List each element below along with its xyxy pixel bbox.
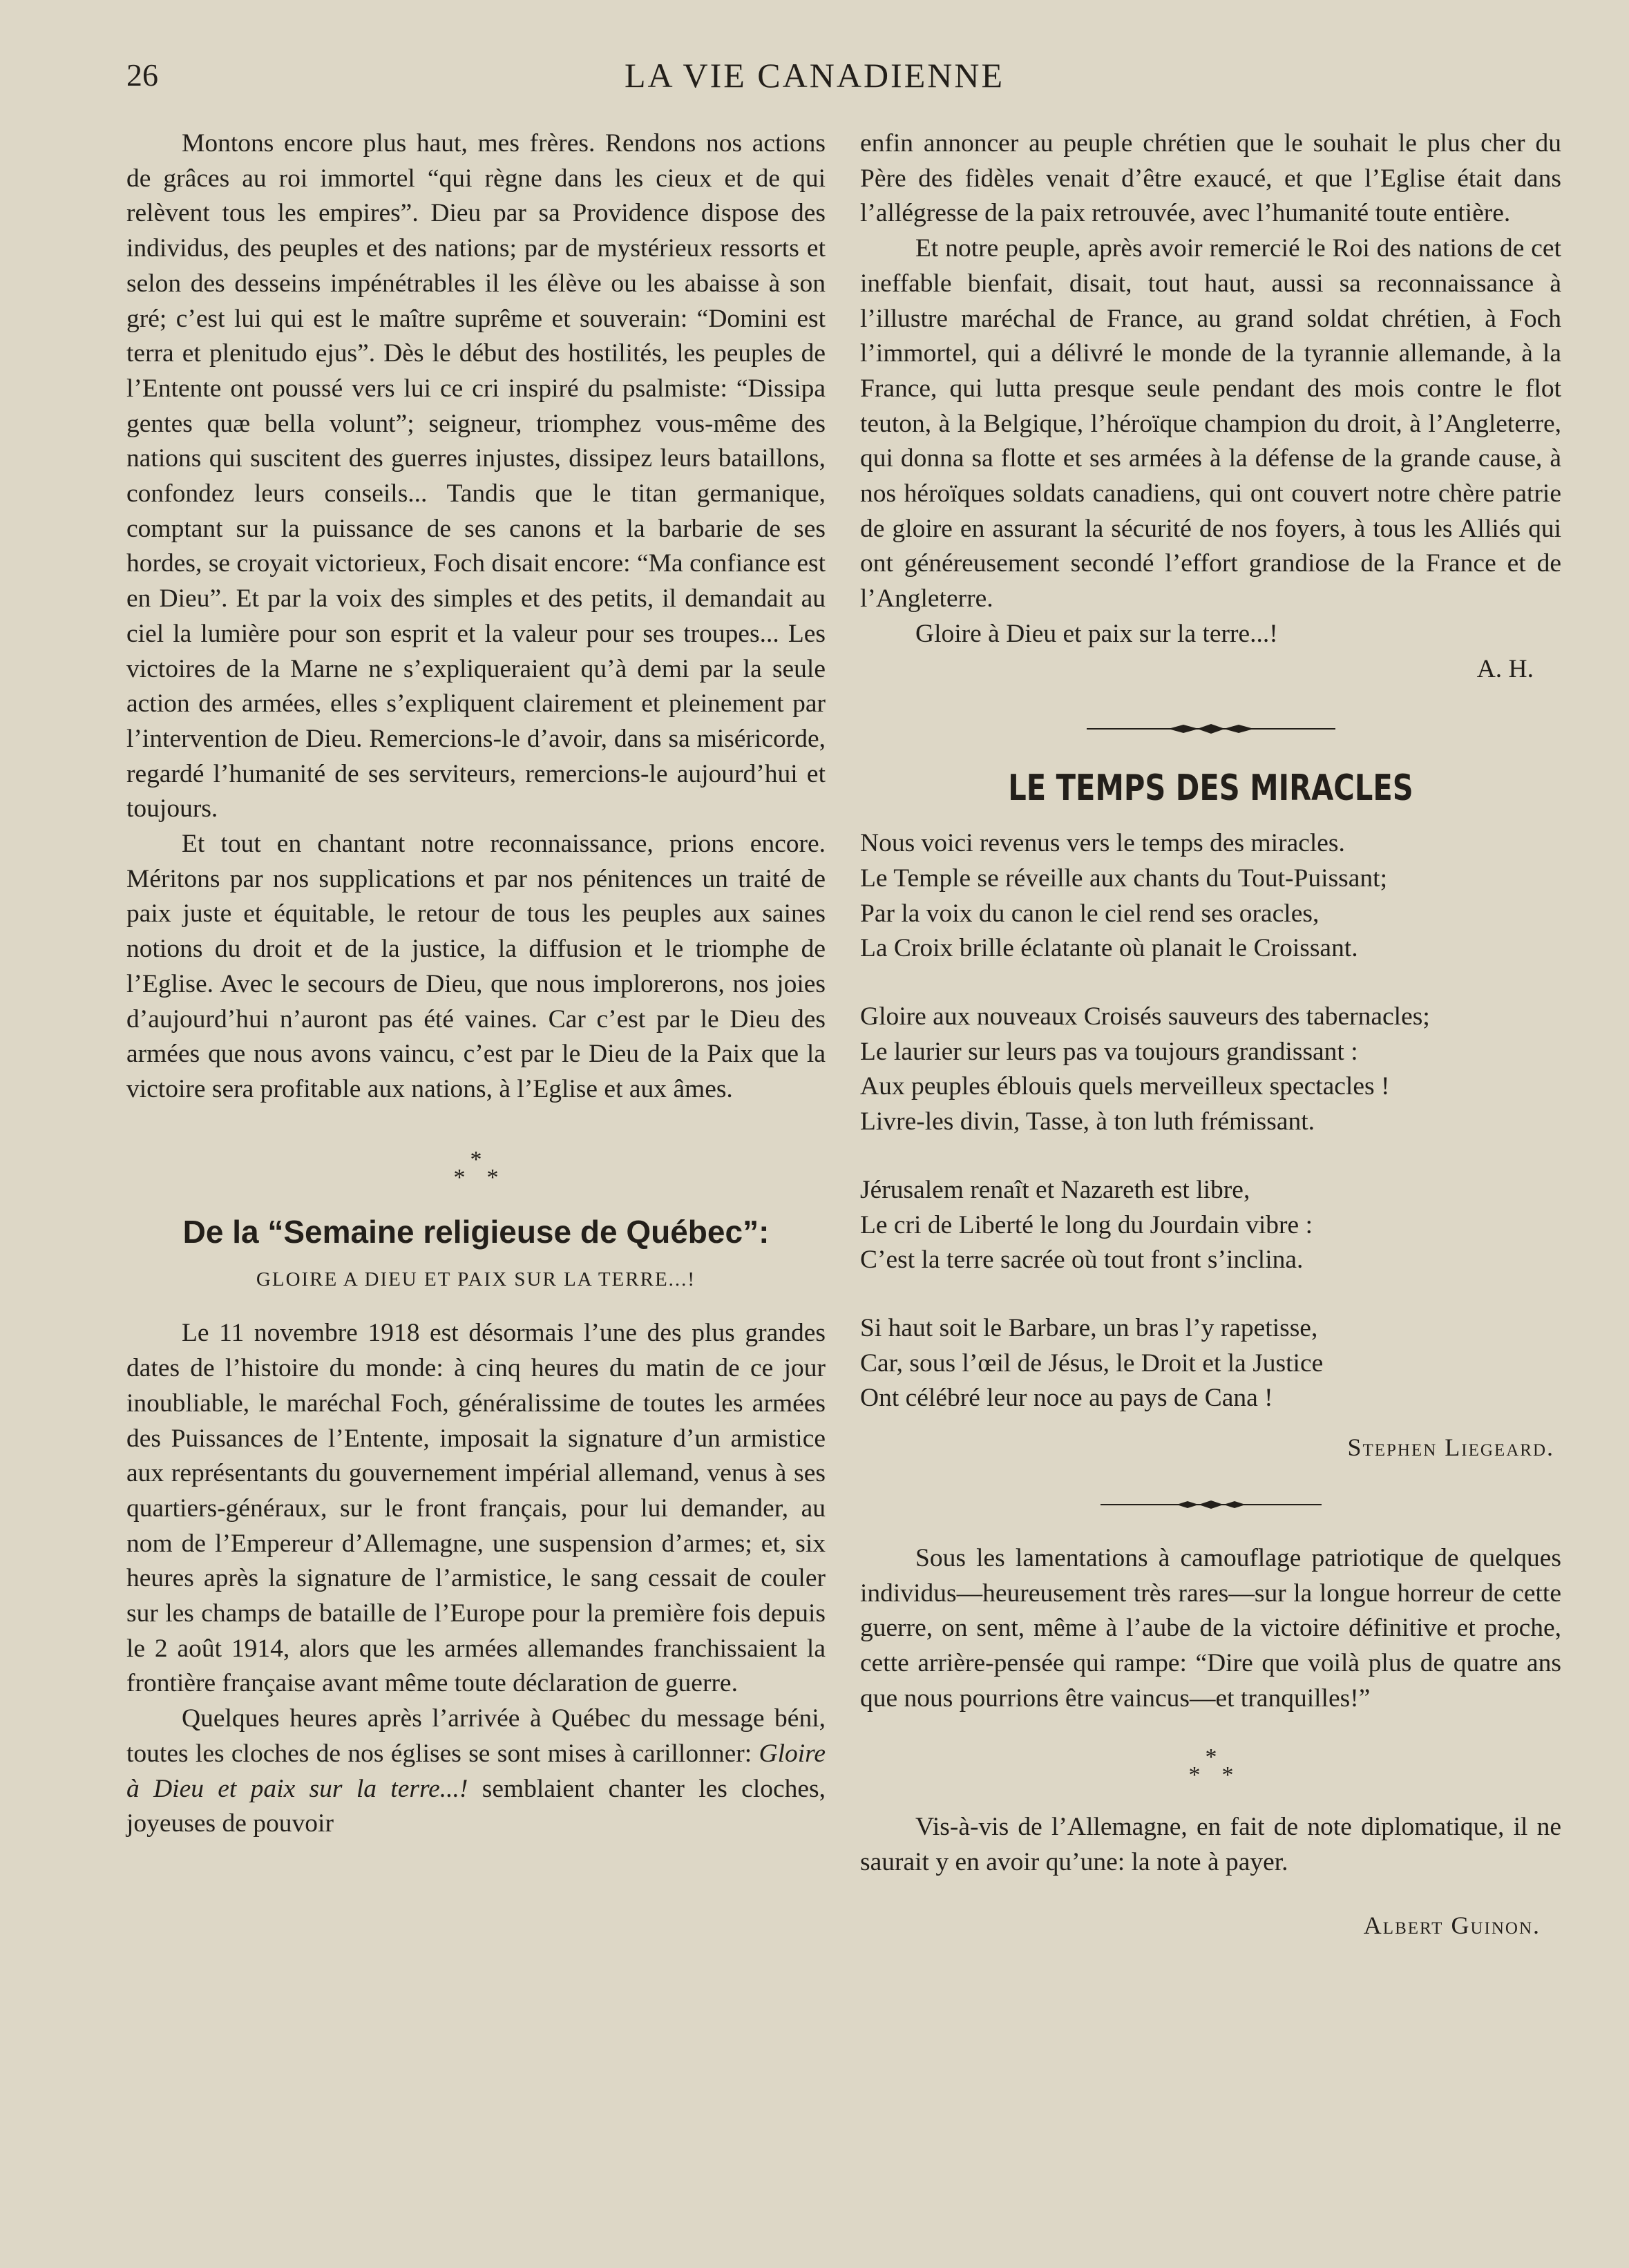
- svg-text:*: *: [486, 1164, 499, 1190]
- paragraph: Sous les lamentations à camouflage patriotique de quelques individus—heureusement très rares—sur la longue horreur de cette guerre, on sent, même à l’aube de la victoire définitive et proche, cette arrière-pensée qui rampe: “Dire que voilà plus de quatre ans que nous pourrions être vaincus—et tranquilles!”: [860, 1543, 1561, 1713]
- paragraph: Et tout en chantant notre reconnaissance, prions encore. Méritons par nos supplications et par nos pénitences un traité de paix juste et équitable, le retour de tous les peuples aux saines notions du droit et de la justice, la diffusion et le triomphe de l’Eglise. Avec le secours de Dieu, que nous implorerons, nos joies d’aujourd’hui n’auront pas été vaines. Car c’est par le Dieu des armées que nous avons vaincu, c’est par le Dieu de la Paix que la victoire sera profitable aux nations, à l’Eglise et aux âmes.: [126, 830, 826, 1103]
- poem-stanza: [860, 826, 1561, 966]
- italic-quote: Gloire à Dieu et paix sur la terre...!: [126, 1739, 826, 1803]
- poem-line: Le cri de Liberté le long du Jourdain vibre :: [860, 1210, 1313, 1239]
- signature: Albert Guinon.: [1363, 1911, 1541, 1939]
- poem-line: Le laurier sur leurs pas va toujours grandissant :: [860, 1037, 1358, 1066]
- poem-line: Car, sous l’œil de Jésus, le Droit et la Justice: [860, 1349, 1324, 1378]
- signature: A. H.: [1476, 654, 1534, 683]
- paragraph: enfin annoncer au peuple chrétien que le souhait le plus cher du Père des fidèles venait d’être exaucé, et que l’Eglise était dans l’allégresse de la paix retrouvée, avec l’humanité toute entière.: [860, 129, 1561, 228]
- poem-signature: Stephen Liegeard.: [1347, 1433, 1554, 1462]
- right-column: [860, 126, 1561, 1943]
- poem-stanza: [860, 1000, 1561, 1140]
- svg-text:*: *: [1188, 1762, 1200, 1789]
- svg-text:*: *: [1205, 1748, 1217, 1771]
- poem: [860, 826, 1561, 1416]
- left-column: [126, 126, 826, 1842]
- poem-line: La Croix brille éclatante où planait le Croissant.: [860, 934, 1358, 963]
- poem-line: Aux peuples éblouis quels merveilleux spectacles !: [860, 1072, 1390, 1101]
- paragraph: Montons encore plus haut, mes frères. Rendons nos actions de grâces au roi immortel “qui règne dans les cieux et de qui relèvent tous les empires”. Dieu par sa Providence dispose des individus, des peuples et des nations; par de mystérieux ressorts et selon des desseins impénétrables il les élève ou les abaisse à son gré; c’est lui qui est le maître suprême et souverain: “Domini est terra et plenitudo ejus”. Dès le début des hostilités, les peuples de l’Entente ont poussé vers lui ce cri inspiré du psalmiste: “Dissipa gentes quæ bella volunt”; seigneur, triomphez vous-même des nations qui suscitent des guerres injustes, dissipez leurs bataillons, confondez leurs conseils... Tandis que le titan germanique, comptant sur la puissance de ses canons et la barbarie de ses hordes, se croyait victorieux, Foch disait encore: “Ma confiance est en Dieu”. Et par la voix des simples et des petits, il demandait au ciel la lumière pour son esprit et la valeur pour ses troupes... Les victoires de la Marne ne s’expliqueraient qu’à demi par la seule action des armées, elles s’expliquent clairement et pleinement par l’intervention de Dieu. Remercions-le d’avoir, dans sa miséricorde, regardé l’humanité de ses serviteurs, remercions-le aujourd’hui et toujours.: [126, 129, 826, 823]
- running-title: LA VIE CANADIENNE: [624, 56, 1005, 95]
- poem-line: Jérusalem renaît et Nazareth est libre,: [860, 1175, 1250, 1204]
- paragraph-text: Quelques heures après l’arrivée à Québec du message béni, toutes les cloches de nos églises se sont mises à carillonner:: [126, 1704, 826, 1768]
- paragraph: [126, 1702, 826, 1842]
- ornamental-divider-icon: [1101, 1497, 1322, 1512]
- poem-line: Si haut soit le Barbare, un bras l’y rapetisse,: [860, 1313, 1318, 1342]
- page-number: 26: [126, 57, 158, 93]
- ornamental-divider-icon: [1087, 721, 1335, 736]
- poem-line: Par la voix du canon le ciel rend ses oracles,: [860, 899, 1320, 928]
- paragraph-text: semblaient chanter les cloches, joyeuses de pouvoir: [126, 1774, 826, 1838]
- paragraph: Gloire à Dieu et paix sur la terre...!: [915, 619, 1278, 648]
- poem-title: LE TEMPS DES MIRACLES: [1008, 768, 1413, 810]
- paragraph: Vis-à-vis de l’Allemagne, en fait de note diplomatique, il ne saurait y en avoir qu’une: la note à payer.: [860, 1813, 1561, 1877]
- asterism-icon: [435, 1150, 517, 1192]
- section-separator-stars: [860, 1748, 1561, 1789]
- asterism-icon: [1170, 1748, 1252, 1789]
- poem-stanza: [860, 1173, 1561, 1278]
- poem-line: Livre-les divin, Tasse, à ton luth frémissant.: [860, 1107, 1315, 1136]
- poem-line: Le Temple se réveille aux chants du Tout-Puissant;: [860, 864, 1387, 893]
- svg-text:*: *: [1221, 1762, 1233, 1789]
- poem-stanza: [860, 1311, 1561, 1416]
- section-title: De la “Semaine religieuse de Québec”:: [182, 1213, 770, 1250]
- poem-line: C’est la terre sacrée où tout front s’inclina.: [860, 1246, 1304, 1275]
- section-subtitle: GLOIRE A DIEU ET PAIX SUR LA TERRE...!: [256, 1268, 696, 1290]
- svg-text:*: *: [470, 1150, 482, 1172]
- paragraph: Et notre peuple, après avoir remercié le Roi des nations de cet ineffable bienfait, disait, tout haut, aussi sa reconnaissance à l’illustre maréchal de France, au grand soldat chrétien, à Foch l’immortel, qui a délivré le monde de la tyrannie allemande, à la France, qui lutta presque seule pendant des mois contre le flot teuton, à la Belgique, l’héroïque champion du droit, à l’Angleterre, qui donna sa flotte et ses armées à la défense de la grande cause, à nos héroïques soldats canadiens, qui ont couvert notre chère patrie de gloire en assurant la sécurité de nos foyers, à tous les Alliés qui ont généreusement secondé l’effort grandiose de la France et de l’Angleterre.: [860, 234, 1561, 613]
- section-separator-stars: [126, 1150, 826, 1192]
- paragraph: Le 11 novembre 1918 est désormais l’une des plus grandes dates de l’histoire du monde: à cinq heures du matin de ce jour inoubliable, le maréchal Foch, généralissime de toutes les armées des Puissances de l’Entente, imposait la signature d’un armistice aux représentants du gouvernement impérial allemand, venus à ses quartiers-généraux, sur le front français, pour lui demander, au nom de l’Empereur d’Allemagne, une suspension d’armes; et, six heures après la signature de l’armistice, le sang cessait de couler sur les champs de bataille de l’Europe pour la première fois depuis le 2 août 1914, alors que les armées allemandes franchissaient la frontière française avant même toute déclaration de guerre.: [126, 1319, 826, 1698]
- svg-text:*: *: [453, 1164, 466, 1190]
- poem-line: Gloire aux nouveaux Croisés sauveurs des tabernacles;: [860, 1002, 1430, 1031]
- poem-line: Ont célébré leur noce au pays de Cana !: [860, 1384, 1273, 1413]
- poem-line: Nous voici revenus vers le temps des miracles.: [860, 829, 1345, 858]
